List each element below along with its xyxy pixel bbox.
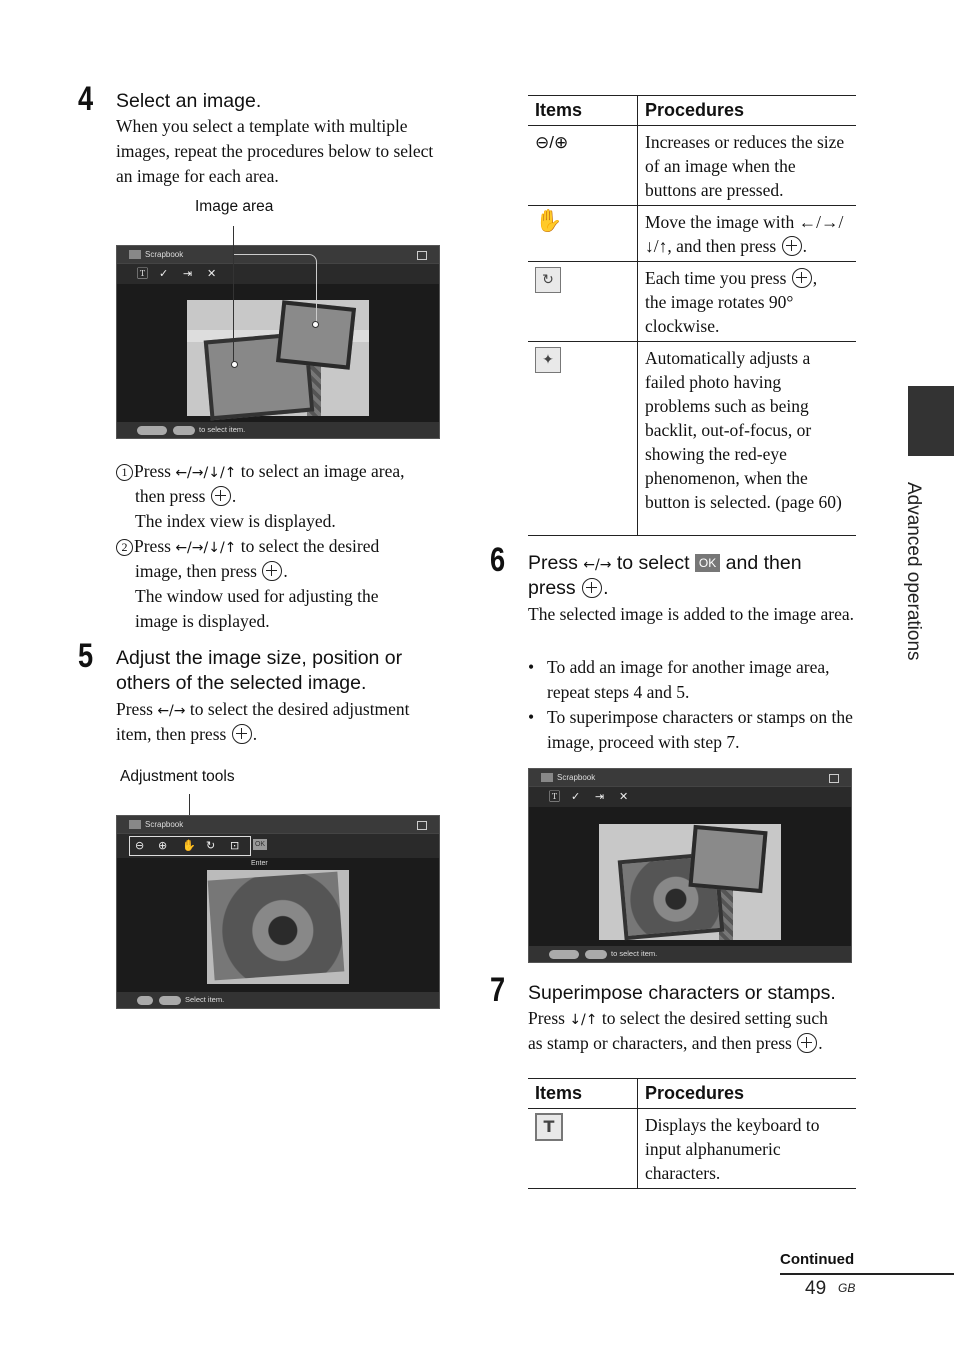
- procedure-text: Each time you press , the image rotates 90° clockwise.: [638, 262, 857, 342]
- template-canvas: [599, 824, 781, 940]
- auto-adjust-icon[interactable]: ⊡: [230, 839, 240, 852]
- step6-heading-line1: Press ←/→ to select OK and then: [528, 552, 802, 574]
- adjustment-tools-callout: Adjustment tools: [120, 768, 235, 785]
- substep-2-line4: image is displayed.: [135, 611, 270, 631]
- procedure-text: Increases or reduces the size of an image when the buttons are pressed.: [638, 126, 857, 206]
- arrow-keys-icon: ←/→: [157, 703, 186, 719]
- substep-1-line3: The index view is displayed.: [135, 511, 336, 531]
- hand-icon: ✋: [535, 209, 563, 234]
- text-tool-icon: 🅃: [137, 267, 148, 280]
- stamp-tool-icon: ✓: [571, 790, 581, 803]
- enter-button-icon: [797, 1033, 817, 1053]
- substep-2: 2 Press ←/→/↓/↑ to select the desired: [116, 534, 379, 561]
- scrapbook-icon: [129, 250, 141, 259]
- step5-heading-line1: Adjust the image size, position or: [116, 647, 403, 669]
- scrapbook-icon: [541, 773, 553, 782]
- insert-image-icon: ⇥: [183, 267, 193, 280]
- step5-line2: item, then press .: [116, 724, 258, 744]
- table-row: [528, 262, 856, 342]
- substep-2-line3: The window used for adjusting the: [135, 586, 379, 606]
- step-number-7: 7: [490, 971, 506, 1009]
- continued-label: Continued: [780, 1251, 855, 1268]
- hand-icon[interactable]: ✋: [182, 839, 196, 852]
- list-item: To add an image for another image area, repeat steps 4 and 5.: [547, 657, 830, 702]
- procedures-column-header: Procedures: [638, 1079, 857, 1109]
- enter-button-icon: [582, 578, 602, 598]
- substep-marker: 2: [116, 539, 133, 556]
- step-number-4: 4: [78, 80, 94, 118]
- adjustment-procedures-table: [528, 95, 856, 536]
- image-area-2[interactable]: [688, 825, 767, 893]
- adjustment-toolbar: [117, 833, 439, 858]
- screen-footer: Select item.: [117, 992, 439, 1008]
- close-icon: ✕: [619, 790, 629, 803]
- enter-label: Enter: [251, 860, 268, 867]
- arrow-keys-icon: [137, 996, 153, 1005]
- procedures-column-header: Procedures: [638, 96, 857, 126]
- footer-rule: [780, 1273, 954, 1275]
- rotate-icon: ↻: [535, 267, 561, 293]
- enter-key-icon: [173, 426, 195, 435]
- items-column-header: Items: [528, 96, 638, 126]
- text-icon: T: [535, 1113, 563, 1141]
- insert-image-icon: ⇥: [595, 790, 605, 803]
- page-number: 49: [805, 1278, 827, 1299]
- step4-body: When you select a template with multiple images, repeat the procedures below to select an image for each area.: [116, 116, 434, 186]
- enter-button-icon: [262, 561, 282, 581]
- section-tab-label: Advanced operations: [903, 482, 924, 661]
- step4-heading: Select an image.: [116, 90, 262, 112]
- screen-title: Scrapbook: [529, 769, 851, 786]
- table-row: [528, 1109, 856, 1189]
- arrow-keys-icon: ←/→: [583, 557, 612, 573]
- image-area-callout: Image area: [195, 198, 274, 215]
- step7-line2: as stamp or characters, and then press .: [528, 1033, 823, 1053]
- settings-procedures-table: [528, 1078, 856, 1189]
- zoom-in-icon[interactable]: ⊕: [158, 839, 168, 852]
- screen-title: Scrapbook: [117, 816, 439, 833]
- arrow-keys-icon: [549, 950, 579, 959]
- step-number-5: 5: [78, 637, 94, 675]
- screen-footer: to select item.: [117, 422, 439, 438]
- callout-line: [234, 254, 317, 325]
- zoom-out-in-icon: ⊖/⊕: [535, 133, 569, 152]
- sunflower-photo[interactable]: [208, 872, 345, 981]
- step7-heading: Superimpose characters or stamps.: [528, 982, 836, 1004]
- step6-body: The selected image is added to the image area.: [528, 604, 855, 624]
- substep-1: 1 Press ←/→/↓/↑ to select an image area,: [116, 459, 405, 486]
- enter-button-icon: [211, 486, 231, 506]
- scrapbook-screen-result: [528, 768, 852, 963]
- text-tool-icon: 🅃: [549, 790, 560, 803]
- arrow-keys-icon: ↓/↑: [569, 1012, 598, 1028]
- step6-heading-line2: press .: [528, 577, 609, 599]
- table-row: [528, 126, 856, 206]
- screen-footer: to select item.: [529, 946, 851, 962]
- step5-heading-line2: others of the selected image.: [116, 672, 367, 694]
- screen-toolbar: [529, 786, 851, 807]
- step7-line1: Press ↓/↑ to select the desired setting such: [528, 1008, 828, 1028]
- arrow-keys-icon: ←/→/↓/↑: [175, 540, 237, 556]
- procedure-text: Automatically adjusts a failed photo having problems such as being backlit, out-of-focus, or showing the red-eye phenomenon, when the button is selected. (page 60): [638, 342, 857, 536]
- image-canvas: [207, 870, 349, 984]
- region-code: GB: [838, 1281, 856, 1295]
- procedure-text: Displays the keyboard to input alphanumeric characters.: [638, 1109, 857, 1189]
- table-row: [528, 342, 856, 536]
- step-number-6: 6: [490, 541, 506, 579]
- return-icon: [417, 251, 427, 260]
- list-item: To superimpose characters or stamps on the image, proceed with step 7.: [547, 707, 853, 752]
- return-icon: [829, 774, 839, 783]
- enter-button-icon: [792, 268, 812, 288]
- enter-key-icon: [159, 996, 181, 1005]
- rotate-icon[interactable]: ↻: [206, 839, 216, 852]
- section-tab-marker: [908, 386, 954, 456]
- arrow-keys-icon: ←/→/↓/↑: [175, 465, 237, 481]
- ok-button[interactable]: OK: [254, 841, 266, 848]
- enter-button-icon: [232, 724, 252, 744]
- substep-marker: 1: [116, 464, 133, 481]
- return-icon: [417, 821, 427, 830]
- substep-2-line2: image, then press .: [135, 561, 288, 581]
- table-row: [528, 206, 856, 262]
- step5-line1: Press ←/→ to select the desired adjustment: [116, 699, 410, 719]
- scrapbook-icon: [129, 820, 141, 829]
- substep-1-line2: then press .: [135, 486, 237, 506]
- items-column-header: Items: [528, 1079, 638, 1109]
- scrapbook-screen-adjust: [116, 815, 440, 1009]
- auto-adjust-icon: ✦: [535, 347, 561, 373]
- screen-title: Scrapbook: [117, 246, 439, 263]
- ok-button-icon: OK: [695, 554, 720, 572]
- close-icon: ✕: [207, 267, 217, 280]
- enter-button-icon: [782, 236, 802, 256]
- procedure-text: Move the image with ←/→/ ↓/↑, and then press .: [638, 206, 857, 262]
- zoom-out-icon[interactable]: ⊖: [135, 839, 145, 852]
- stamp-tool-icon: ✓: [159, 267, 169, 280]
- enter-key-icon: [585, 950, 607, 959]
- arrow-keys-icon: [137, 426, 167, 435]
